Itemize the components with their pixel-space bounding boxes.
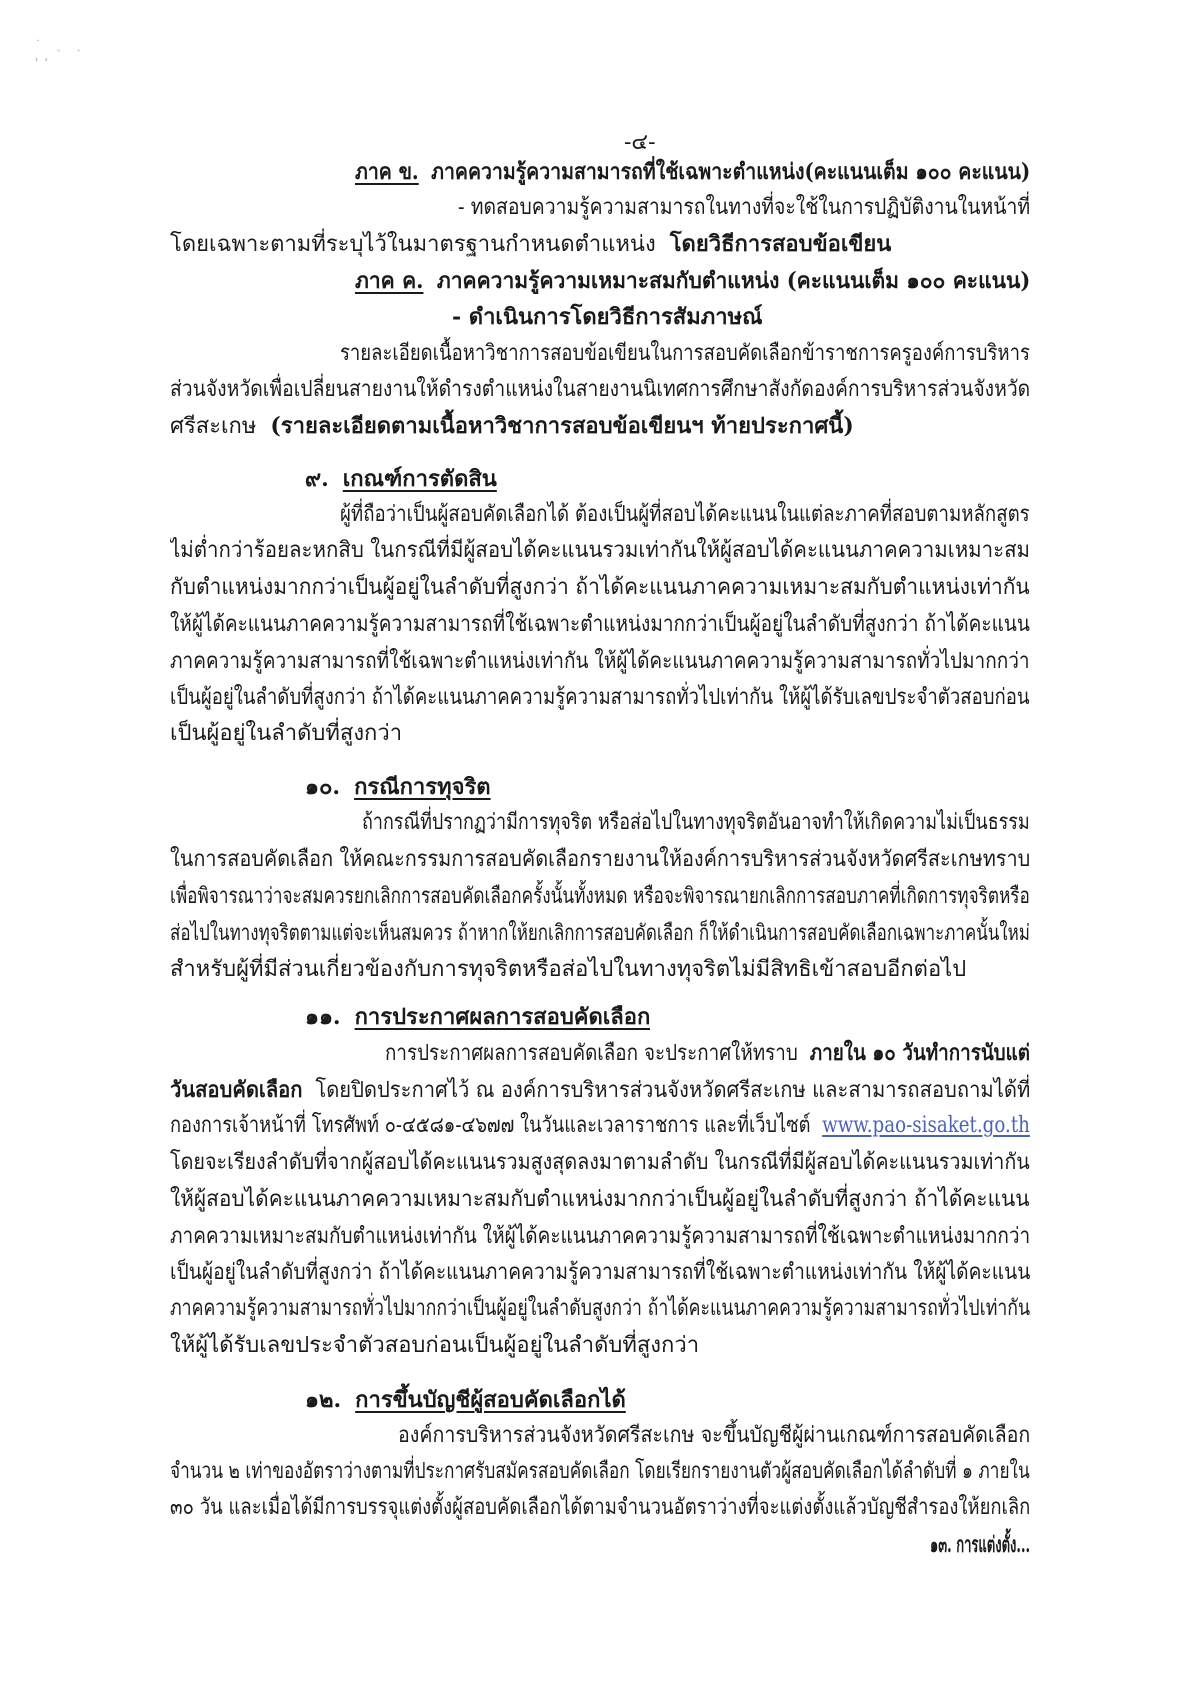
section-9-title: เกณฑ์การตัดสิน (342, 466, 497, 492)
section-10-line: ในการสอบคัดเลือก ให้คณะกรรมการสอบคัดเลือกรายงานให้องค์การบริหารส่วนจังหวัดศรีสะเกษทราบ (170, 847, 1031, 872)
part-c-title: ภาคความรู้ความเหมาะสมกับตำแหน่ง (คะแนนเต็ม ๑๐๐ คะแนน) (436, 268, 1031, 294)
part-c-line-1: - ดำเนินการโดยวิธีการสัมภาษณ์ (452, 304, 763, 330)
section-11-title: การประกาศผลการสอบคัดเลือก (354, 1004, 651, 1030)
part-b-method: โดยวิธีการสอบข้อเขียน (669, 231, 892, 257)
section-9-line: ให้ผู้ได้คะแนนภาคความรู้ความสามารถที่ใช้เฉพาะตำแหน่งมากกว่าเป็นผู้อยู่ในลำดับที่สูงกว่า ถ้าได้คะแนน (170, 612, 1030, 637)
part-c-heading (355, 264, 1030, 298)
section-12-line: องค์การบริหารส่วนจังหวัดศรีสะเกษ จะขึ้นบัญชีผู้ผ่านเกณฑ์การสอบคัดเลือก (398, 1423, 1031, 1448)
section-11-line-3-text: กองการเจ้าหน้าที่ โทรศัพท์ ๐-๔๕๘๑-๔๖๗๗ ในวันและเวลาราชการ และที่เว็บไซต์ (170, 1113, 811, 1138)
part-b-line-1: - ทดสอบความรู้ความสามารถในทางที่จะใช้ในการปฏิบัติงานในหน้าที่ (458, 195, 1031, 220)
part-b-line-2-text: โดยเฉพาะตามที่ระบุไว้ในมาตรฐานกำหนดตำแหน่ง (170, 232, 656, 257)
section-11-line: ให้ผู้สอบได้คะแนนภาคความเหมาะสมกับตำแหน่งมากกว่าเป็นผู้อยู่ในลำดับที่สูงกว่า ถ้าได้คะแนน (170, 1187, 1030, 1212)
section-9-number: ๙. (305, 466, 329, 492)
details-line-3 (170, 409, 854, 444)
section-10-line: เพื่อพิจารณาว่าจะสมควรยกเลิกการสอบคัดเลือกครั้งนั้นทั้งหมด หรือจะพิจารณายกเลิกการสอบภาคที่เกิดการทุจริตหรือ (170, 884, 1030, 909)
section-10-title: กรณีการทุจริต (354, 774, 491, 800)
section-12-line: จำนวน ๒ เท่าของอัตราว่างตามที่ประกาศรับสมัครสอบคัดเลือก โดยเรียกรายงานตัวผู้สอบคัดเลือกได้ลำดับที่ ๑ ภายใน (170, 1459, 1030, 1484)
section-10-number: ๑๐. (305, 774, 341, 800)
section-9-line: กับตำแหน่งมากกว่าเป็นผู้อยู่ในลำดับที่สูงกว่า ถ้าได้คะแนนภาคความเหมาะสมกับตำแหน่งเท่ากัน (170, 575, 1030, 600)
part-b-label: ภาค ข. (355, 159, 419, 185)
section-12-number: ๑๒. (305, 1387, 342, 1413)
part-b-line-2 (170, 227, 891, 262)
section-11-line-1-text: การประกาศผลการสอบคัดเลือก จะประกาศให้ทราบ (385, 1041, 798, 1066)
section-11-line-2 (170, 1073, 1030, 1108)
section-11-number: ๑๑. (305, 1004, 341, 1030)
section-11-deadline: ภายใน ๑๐ วันทำการนับแต่ (809, 1040, 1030, 1066)
section-11-line-3 (170, 1109, 1030, 1143)
section-12-line: ๓๐ วัน และเมื่อได้มีการบรรจุแต่งตั้งผู้สอบคัดเลือกได้ตามจำนวนอัตราว่างที่จะแต่งตั้งแล้วบัญชีสำรองให้ยกเลิก (170, 1495, 1031, 1520)
details-line-2: ส่วนจังหวัดเพื่อเปลี่ยนสายงานให้ดำรงตำแหน่งในสายงานนิเทศการศึกษาสังกัดองค์การบริหารส่วนจังหวัด (170, 377, 1031, 402)
part-b-heading (355, 155, 1030, 189)
section-10-line: สำหรับผู้ที่มีส่วนเกี่ยวข้องกับการทุจริตหรือส่อไปในทางทุจริตไม่มีสิทธิเข้าสอบอีกต่อไป (170, 957, 967, 982)
details-line-3-text: ศรีสะเกษ (170, 414, 257, 439)
details-line-1: รายละเอียดเนื้อหาวิชาการสอบข้อเขียนในการสอบคัดเลือกข้าราชการครูองค์การบริหาร (340, 341, 1030, 366)
section-9-line: ภาคความรู้ความสามารถที่ใช้เฉพาะตำแหน่งเท่ากัน ให้ผู้ได้คะแนนภาคความรู้ความสามารถทั่วไปมากกว่า (170, 649, 1030, 674)
part-c-label: ภาค ค. (355, 268, 424, 294)
section-9-line: เป็นผู้อยู่ในลำดับที่สูงกว่า ถ้าได้คะแนนภาคความรู้ความสามารถทั่วไปเท่ากัน ให้ผู้ได้รับเลขประจำตัวสอบก่อน (170, 685, 1030, 710)
continuation-note: ๑๓. การแต่งตั้ง... (930, 1532, 1031, 1558)
scan-specks: ˙ ˏ ˎ ˒˒ (35, 38, 87, 67)
section-11-heading (305, 1000, 650, 1034)
details-note: (รายละเอียดตามเนื้อหาวิชาการสอบข้อเขียนฯ ท้ายประกาศนี้) (270, 413, 854, 439)
section-11-line-2-text: โดยปิดประกาศไว้ ณ องค์การบริหารส่วนจังหวัดศรีสะเกษ และสามารถสอบถามได้ที่ (315, 1078, 1031, 1103)
section-11-exam-day: วันสอบคัดเลือก (170, 1077, 303, 1103)
section-12-title: การขึ้นบัญชีผู้สอบคัดเลือกได้ (355, 1387, 626, 1413)
section-11-line: เป็นผู้อยู่ในลำดับที่สูงกว่า ถ้าได้คะแนนภาคความรู้ความสามารถที่ใช้เฉพาะตำแหน่งเท่ากัน ให้ผู้ได้คะแนน (170, 1260, 1031, 1285)
website-link[interactable]: www.pao-sisaket.go.th (822, 1113, 1030, 1138)
section-11-line-1 (385, 1036, 1030, 1071)
section-11-line: ภาคความรู้ความสามารถทั่วไปมากกว่าเป็นผู้อยู่ในลำดับสูงกว่า ถ้าได้คะแนนภาคความรู้ความสามารถทั่วไปเท่ากัน (170, 1296, 1031, 1321)
part-b-title: ภาคความรู้ความสามารถที่ใช้เฉพาะตำแหน่ง(คะแนนเต็ม ๑๐๐ คะแนน) (431, 159, 1031, 185)
section-9-line: ไม่ต่ำกว่าร้อยละหกสิบ ในกรณีที่มีผู้สอบได้คะแนนรวมเท่ากันให้ผู้สอบได้คะแนนภาคความเหมาะสม (170, 538, 1031, 563)
page-number: -๔- (624, 130, 656, 155)
section-12-heading (305, 1383, 626, 1417)
section-10-line: ถ้ากรณีที่ปรากฏว่ามีการทุจริต หรือส่อไปในทางทุจริตอันอาจทำให้เกิดความไม่เป็นธรรม (362, 810, 1030, 835)
section-11-line: โดยจะเรียงลำดับที่จากผู้สอบได้คะแนนรวมสูงสุดลงมาตามลำดับ ในกรณีที่มีผู้สอบได้คะแนนรวมเท่ากัน (170, 1150, 1030, 1175)
section-10-heading (305, 770, 491, 804)
section-9-line: เป็นผู้อยู่ในลำดับที่สูงกว่า (170, 721, 403, 746)
section-9-heading (305, 462, 497, 496)
section-11-line: ให้ผู้ได้รับเลขประจำตัวสอบก่อนเป็นผู้อยู่ในลำดับที่สูงกว่า (170, 1333, 700, 1358)
section-11-line: ภาคความเหมาะสมกับตำแหน่งเท่ากัน ให้ผู้ได้คะแนนภาคความรู้ความสามารถที่ใช้เฉพาะตำแหน่งมากกว่า (170, 1224, 1031, 1249)
section-10-line: ส่อไปในทางทุจริตตามแต่จะเห็นสมควร ถ้าหากให้ยกเลิกการสอบคัดเลือก ก็ให้ดำเนินการสอบคัดเลือกเฉพาะภาคนั้นใหม่ (170, 921, 1030, 946)
section-9-line: ผู้ที่ถือว่าเป็นผู้สอบคัดเลือกได้ ต้องเป็นผู้ที่สอบได้คะแนนในแต่ละภาคที่สอบตามหลักสูตร (340, 502, 1030, 527)
